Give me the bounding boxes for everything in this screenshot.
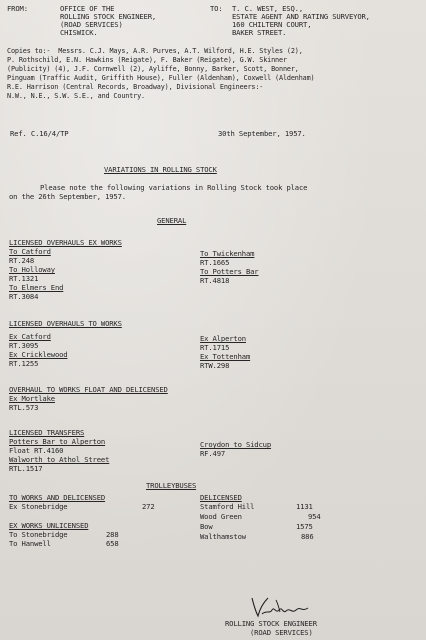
from-line-2: ROLLING STOCK ENGINEER, (60, 12, 157, 21)
vehicle-number: RTL.573 (9, 403, 39, 412)
copies-line: P. Rothschild, E.N. Hawkins (Reigate), F. Baker (Reigate), G.W. Skinner (7, 56, 287, 64)
intro-line: Please note the following variations in Rolling Stock took place (40, 183, 308, 192)
to-line-3: 160 CHILTERN COURT, (232, 20, 312, 29)
vehicle-number: 1575 (296, 522, 313, 531)
vehicle-number: Float RT.4160 (9, 446, 64, 455)
copies-line: Pinguam (Traffic Audit, Griffith House), Fuller (Aldenham), Coxwell (Aldenham) (7, 74, 315, 82)
to-line-4: BAKER STREET. (232, 28, 287, 37)
vehicle-number: 658 (106, 539, 119, 548)
reference: Ref. C.16/4/TP (10, 129, 69, 138)
vehicle-number: RT.1321 (9, 274, 39, 283)
from-line-4: CHISWICK. (60, 28, 98, 37)
section-heading: LICENSED OVERHAULS TO WORKS (9, 319, 122, 328)
depot-label: Ex Stonebridge (9, 502, 68, 511)
signature-title: ROLLING STOCK ENGINEER (225, 619, 317, 628)
depot-label: To Holloway (9, 265, 55, 274)
vehicle-number: RT.1665 (200, 258, 230, 267)
depot-label: Ex Mortlake (9, 394, 55, 403)
from-line-3: (ROAD SERVICES) (60, 20, 123, 29)
vehicle-number: 886 (301, 532, 314, 541)
transfer-route: Potters Bar to Alperton (9, 437, 106, 446)
vehicle-number: RF.497 (200, 449, 226, 458)
transfer-route: Walworth to Athol Street (9, 455, 110, 464)
copies-line: N.W., N.E., S.W. S.E., and Country. (7, 92, 145, 100)
section-heading: LICENSED OVERHAULS EX WORKS (9, 238, 122, 247)
section-heading: TO WORKS AND DELICENSED (9, 493, 106, 502)
to-line-1: T. C. WEST, ESQ., (232, 4, 304, 13)
vehicle-number: 1131 (296, 502, 313, 511)
copies-line: Copies to:- Messrs. C.J. Mays, A.R. Purves, A.T. Wilford, H.E. Styles (2), (7, 47, 303, 55)
to-line-2: ESTATE AGENT AND RATING SURVEYOR, (232, 12, 370, 21)
vehicle-number: RTL.1517 (9, 464, 43, 473)
copies-line: R.E. Harrison (Central Records, Broadway), Divisional Engineers:- (7, 83, 264, 91)
from-line-1: OFFICE OF THE (60, 4, 115, 13)
depot-label: Bow (200, 522, 213, 531)
depot-label: Ex Catford (9, 332, 51, 341)
general-heading: GENERAL (157, 216, 187, 225)
vehicle-number: 954 (308, 512, 321, 521)
depot-label: Stamford Hill (200, 502, 255, 511)
document-date: 30th September, 1957. (218, 129, 306, 138)
vehicle-number: RT.3095 (9, 341, 39, 350)
trolleybuses-heading: TROLLEYBUSES (146, 481, 197, 490)
vehicle-number: RT.4818 (200, 276, 230, 285)
from-label: FROM: (7, 4, 28, 13)
vehicle-number: RT.1255 (9, 359, 39, 368)
depot-label: To Potters Bar (200, 267, 259, 276)
depot-label: Walthamstow (200, 532, 246, 541)
vehicle-number: RT.248 (9, 256, 35, 265)
section-heading: LICENSED TRANSFERS (9, 428, 85, 437)
section-heading: DELICENSED (200, 493, 242, 502)
vehicle-number: RT.1715 (200, 343, 230, 352)
to-label: TO: (210, 4, 223, 13)
transfer-route: Croydon to Sidcup (200, 440, 272, 449)
document-title: VARIATIONS IN ROLLING STOCK (104, 165, 217, 174)
section-heading: OVERHAUL TO WORKS FLOAT AND DELICENSED (9, 385, 168, 394)
depot-label: To Catford (9, 247, 51, 256)
vehicle-number: RT.3084 (9, 292, 39, 301)
vehicle-number: 272 (142, 502, 155, 511)
handwritten-signature (246, 592, 316, 622)
depot-label: Ex Cricklewood (9, 350, 68, 359)
copies-line: (Publicity) (4), J.F. Cornwell (2), Ayliffe, Bonny, Barker, Scott, Bonner, (7, 65, 299, 73)
signature-dept: (ROAD SERVICES) (250, 628, 313, 637)
depot-label: Ex Alperton (200, 334, 246, 343)
depot-label: To Elmers End (9, 283, 64, 292)
depot-label: Ex Tottenham (200, 352, 251, 361)
depot-label: Wood Green (200, 512, 242, 521)
depot-label: To Twickenham (200, 249, 255, 258)
vehicle-number: 288 (106, 530, 119, 539)
vehicle-number: RTW.298 (200, 361, 230, 370)
section-heading: EX WORKS UNLICENSED (9, 521, 89, 530)
intro-line: on the 26th September, 1957. (9, 192, 126, 201)
depot-label: To Stonebridge (9, 530, 68, 539)
depot-label: To Hanwell (9, 539, 51, 548)
